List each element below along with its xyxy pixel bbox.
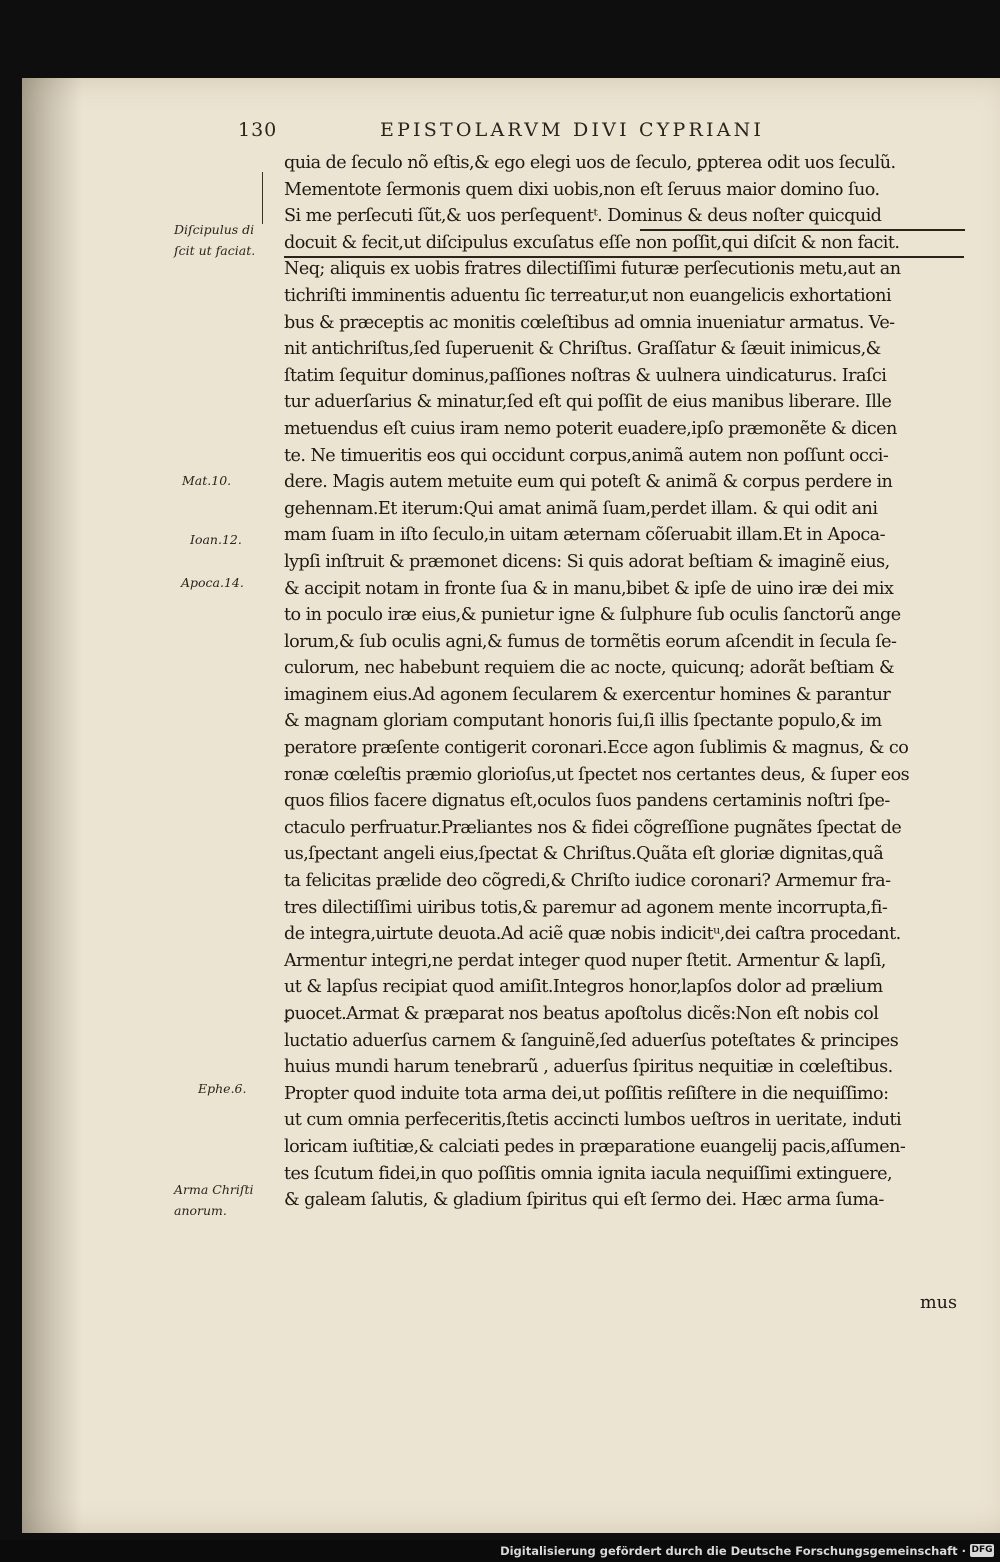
marginal-note-arma: [174, 1179, 254, 1221]
marginal-note-line: Arma Chriſti: [174, 1182, 254, 1197]
marginal-note-line: Ephe.6.: [198, 1081, 247, 1096]
marginal-note-line: Diſcipulus di: [174, 222, 255, 237]
text-line: docuit & fecit,ut diſcipulus excuſatus eſſe non poſſit,qui diſcit & non facit.: [284, 232, 900, 253]
text-line: tur aduerſarius & minatur,ſed eſt qui poſſit de eius manibus liberare. Ille: [284, 392, 892, 413]
text-line: de integra,uirtute deuota.Ad aciẽ quæ nobis indicitᵘ,dei caſtra procedant.: [284, 924, 901, 945]
text-line: us,ſpectant angeli eius,ſpectat & Chriſtus.Quãta eſt gloriæ dignitas,quã: [284, 844, 884, 865]
body-text-column: [284, 150, 970, 1214]
text-line: & magnam gloriam computant honoris ſui,ſi illis ſpectante populo,& im: [284, 711, 882, 732]
marginal-note-line: anorum.: [174, 1203, 227, 1218]
text-line: Si me perſecuti ſũt,& uos perſequentᵗ. Dominus & deus noſter quicquid: [284, 206, 882, 227]
text-line: ut & lapſus recipiat quod amiſit.Integros honor,lapſos dolor ad prælium: [284, 977, 883, 998]
text-line: ronæ cœleſtis præmio glorioſus,ut ſpectet nos certantes deus, & ſuper eos: [284, 764, 910, 785]
text-line: Armentur integri,ne perdat integer quod nuper ſtetit. Armentur & lapſi,: [284, 950, 886, 971]
catchword: mus: [920, 1293, 958, 1313]
text-line: imaginem eius.Ad agonem ſecularem & exercentur homines & parantur: [284, 684, 891, 705]
text-line: mam ſuam in iſto ſeculo,in uitam æternam cõſeruabit illam.Et in Apoca-: [284, 525, 885, 546]
text-line: tres dilectiſſimi uiribus totis,& paremur ad agonem mente incorrupta,fi-: [284, 897, 888, 918]
margin-bracket-mark: [262, 172, 267, 224]
marginal-note-discipulus: [174, 219, 255, 261]
text-line: to in poculo iræ eius,& punietur igne & ſulphure ſub oculis ſanctorũ ange: [284, 605, 901, 626]
text-line: Neq; aliquis ex uobis fratres dilectiſſimi futuræ perſecutionis metu,aut an: [284, 259, 901, 280]
text-line: ſtatim ſequitur dominus,paſſiones noſtras & uulnera uindicaturus. Iraſci: [284, 365, 887, 386]
text-line: huius mundi harum tenebrarũ , aduerſus ſpiritus nequitiæ in cœleſtibus.: [284, 1057, 893, 1078]
text-line: bus & præceptis ac monitis cœleſtibus ad omnia inueniatur armatus. Ve-: [284, 312, 895, 333]
text-line: dere. Magis autem metuite eum qui poteſt & animã & corpus perdere in: [284, 472, 893, 493]
marginal-note-apoca: [181, 572, 244, 593]
text-line: lypſi inſtruit & præmonet dicens: Si quis adorat beſtiam & imaginẽ eius,: [284, 551, 890, 572]
marginal-note-line: ſcit ut faciat.: [174, 243, 256, 258]
text-line: metuendus eſt cuius iram nemo poterit euadere,ipſo præmonẽte & dicen: [284, 418, 897, 439]
handwritten-underline: [284, 256, 964, 258]
text-line: ut cum omnia perfeceritis,ſtetis accincti lumbos ueſtros in ueritate, induti: [284, 1110, 902, 1131]
funding-credit: Digitalisierung gefördert durch die Deutsche Forschungsgemeinschaft ·: [500, 1544, 966, 1558]
text-line: luctatio aduerſus carnem & ſanguinẽ,ſed aduerſus poteſtates & principes: [284, 1030, 899, 1051]
gutter-shadow: [22, 78, 82, 1533]
text-line: loricam iuſtitiæ,& calciati pedes in præparatione euangelij pacis,aſſumen-: [284, 1136, 906, 1157]
text-line: & accipit notam in fronte ſua & in manu,bibet & ipſe de uino iræ dei mix: [284, 578, 894, 599]
page-number: 130: [238, 119, 278, 141]
text-line: gehennam.Et iterum:Qui amat animã ſuam,perdet illam. & qui odit ani: [284, 498, 878, 519]
text-line: peratore præſente contigerit coronari.Ecce agon ſublimis & magnus, & co: [284, 738, 909, 759]
marginal-note-line: Mat.10.: [182, 473, 232, 488]
text-line: tes ſcutum fidei,in quo poſſitis omnia ignita iacula nequiſſimi extinguere,: [284, 1163, 893, 1184]
text-line: tichriſti imminentis aduentu ſic terreatur,ut non euangelicis exhortationi: [284, 285, 892, 306]
handwritten-underline: [640, 229, 965, 231]
text-line: quia de ſeculo nõ eſtis,& ego elegi uos de ſeculo, ꝑpterea odit uos ſeculũ.: [284, 153, 896, 173]
marginal-note-ephe: [198, 1078, 246, 1099]
marginal-note-mat: [182, 470, 231, 491]
text-line: Propter quod induite tota arma dei,ut poſſitis reſiſtere in die nequiſſimo:: [284, 1083, 889, 1104]
text-line: ta felicitas prælide deo cõgredi,& Chriſto iudice coronari? Armemur fra-: [284, 871, 891, 892]
marginal-note-ioan: [190, 529, 242, 550]
text-line: ctaculo perfruatur.Præliantes nos & fidei cõgreſſione pugnãtes ſpectat de: [284, 817, 902, 838]
marginal-note-line: Ioan.12.: [190, 532, 242, 547]
dfg-logo-icon: DFG: [971, 1545, 993, 1555]
marginal-note-line: Apoca.14.: [181, 575, 244, 590]
text-line: ꝑuocet.Armat & præparat nos beatus apoſtolus dicẽs:Non eſt nobis col: [284, 1004, 879, 1024]
running-head-title: EPISTOLARVM DIVI CYPRIANI: [380, 119, 765, 141]
text-line: quos filios facere dignatus eſt,oculos ſuos pandens certaminis noſtri ſpe-: [284, 791, 890, 812]
text-line: culorum, nec habebunt requiem die ac nocte, quicunq; adorãt beſtiam &: [284, 658, 895, 679]
text-line: te. Ne timueritis eos qui occidunt corpus,animã autem non poſſunt occi-: [284, 445, 889, 466]
text-line: lorum,& ſub oculis agni,& fumus de tormẽtis eorum aſcendit in ſecula ſe-: [284, 631, 897, 652]
text-line: nit antichriſtus,ſed ſuperuenit & Chriſtus. Graſſatur & ſæuit inimicus,&: [284, 339, 881, 360]
text-line: Mementote ſermonis quem dixi uobis,non eſt ſeruus maior domino ſuo.: [284, 179, 880, 200]
text-line: & galeam ſalutis, & gladium ſpiritus qui eſt ſermo dei. Hæc arma ſuma-: [284, 1190, 884, 1211]
digitization-footer: [0, 1540, 1000, 1562]
